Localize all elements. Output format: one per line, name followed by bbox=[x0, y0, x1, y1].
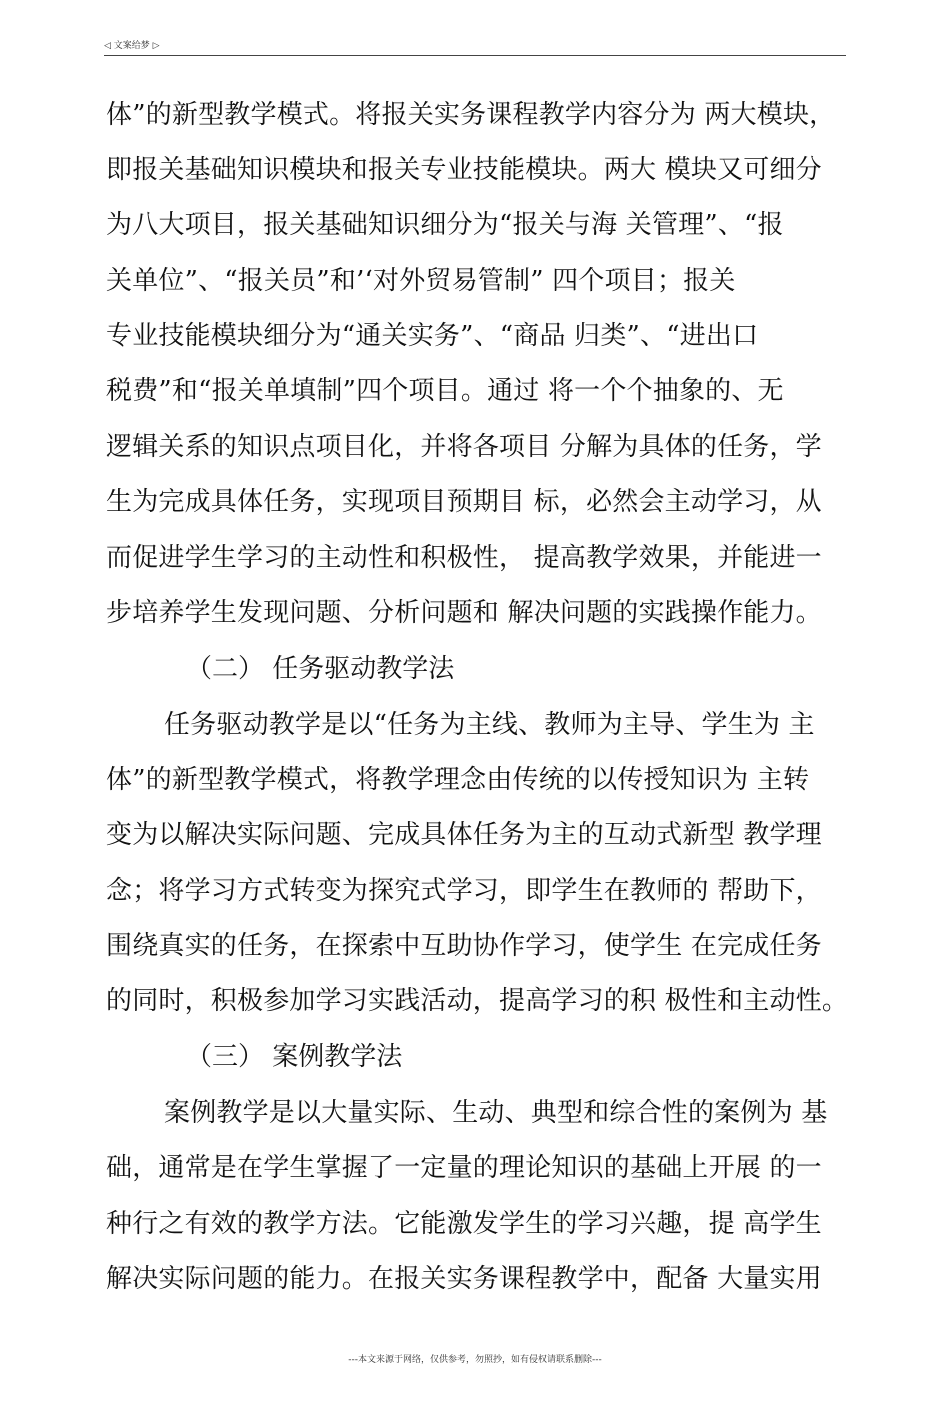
text-line: 任务驱动教学是以“任务为主线、教师为主导、学生为 主 bbox=[164, 710, 815, 740]
page-footer: ---本文来源于网络，仅供参考，勿照抄，如有侵权请联系删除--- bbox=[348, 1355, 602, 1365]
text-line: 变为以解决实际问题、完成具体任务为主的互动式新型 教学理 bbox=[106, 820, 822, 850]
text-line: 为八大项目，报关基础知识细分为“报关与海 关管理”、“报 bbox=[106, 210, 784, 240]
text-line: 关单位”、“报关员”和’‘对外贸易管制” 四个项目；报关 bbox=[106, 266, 736, 296]
text-line: 案例教学是以大量实际、生动、典型和综合性的案例为 基 bbox=[164, 1098, 828, 1128]
text-line: 念；将学习方式转变为探究式学习，即学生在教师的 帮助下， bbox=[106, 876, 822, 906]
text-line: 专业技能模块细分为“通关实务”、“商品 归类”、“进出口 bbox=[106, 321, 759, 351]
text-line: 体”的新型教学模式，将教学理念由传统的以传授知识为 主转 bbox=[106, 765, 810, 795]
text-line: 税费”和“报关单填制”四个项目。通过 将一个个抽象的、无 bbox=[106, 376, 784, 406]
section-heading-3: （三） 案例教学法 bbox=[186, 1042, 403, 1072]
header-rule bbox=[104, 55, 846, 56]
text-line: 即报关基础知识模块和报关专业技能模块。两大 模块又可细分 bbox=[106, 155, 822, 185]
text-line: 体”的新型教学模式。将报关实务课程教学内容分为 两大模块， bbox=[106, 100, 836, 130]
text-line: 解决实际问题的能力。在报关实务课程教学中，配备 大量实用 bbox=[106, 1264, 822, 1294]
text-line: 而促进学生学习的主动性和积极性， 提高教学效果，并能进一 bbox=[106, 543, 822, 573]
page-header: ◁ 文案给梦 ▷ bbox=[104, 41, 160, 51]
text-line: 逻辑关系的知识点项目化，并将各项目 分解为具体的任务，学 bbox=[106, 432, 822, 462]
text-line: 的同时，积极参加学习实践活动，提高学习的积 极性和主动性。 bbox=[106, 986, 849, 1016]
text-line: 种行之有效的教学方法。它能激发学生的学习兴趣，提 高学生 bbox=[106, 1209, 822, 1239]
text-line: 生为完成具体任务，实现项目预期目 标，必然会主动学习，从 bbox=[106, 487, 822, 517]
text-line: 础，通常是在学生掌握了一定量的理论知识的基础上开展 的一 bbox=[106, 1153, 822, 1183]
text-line: 围绕真实的任务，在探索中互助协作学习，使学生 在完成任务 bbox=[106, 931, 822, 961]
section-heading-2: （二） 任务驱动教学法 bbox=[186, 654, 455, 684]
text-line: 步培养学生发现问题、分析问题和 解决问题的实践操作能力。 bbox=[106, 598, 822, 628]
